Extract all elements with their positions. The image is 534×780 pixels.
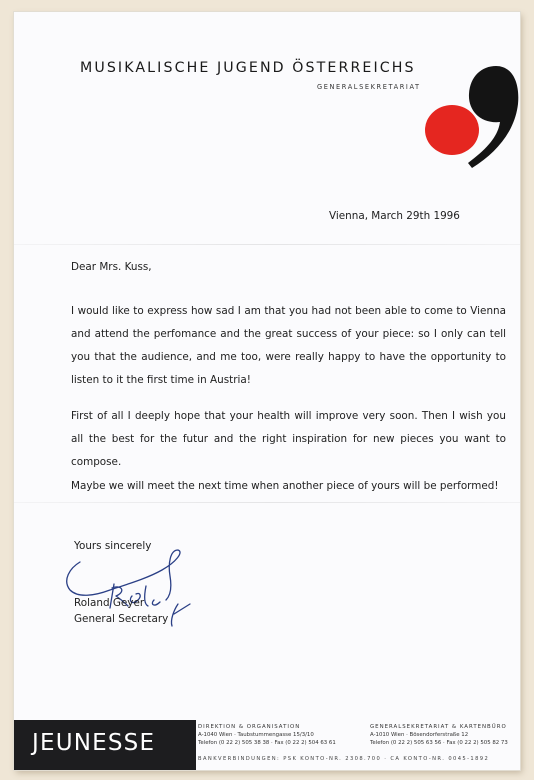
logo-black-comma — [468, 66, 518, 168]
footer-brand: JEUNESSE — [32, 730, 156, 756]
footer-direction-phone: Telefon (0 22 2) 505 38 38 · Fax (0 22 2) 504 63 61 — [198, 740, 336, 746]
department-name: GENERALSEKRETARIAT — [317, 83, 421, 91]
footer-secretariat-heading: GENERALSEKRETARIAT & KARTENBÜRO — [370, 724, 507, 730]
footer-bank-details: BANKVERBINDUNGEN: PSK KONTO-NR. 2308.700 · CA KONTO-NR. 0045-1892 — [198, 756, 490, 762]
fold-crease — [14, 244, 520, 245]
fold-crease — [14, 502, 520, 503]
signer-name: Roland Geyer — [74, 597, 145, 609]
letter-date: Vienna, March 29th 1996 — [329, 210, 460, 222]
salutation: Dear Mrs. Kuss, — [71, 261, 152, 273]
letter-page — [14, 12, 520, 770]
footer-direction-column — [198, 723, 336, 747]
body-paragraph-1: I would like to express how sad I am that you had not been able to come to Vienna and attend the perfomance and the great success of your piece: so I only can tell you that the audience, and me too, were really happy to have the opportunity to listen to it the first time in Austria! — [71, 305, 506, 386]
logo-red-circle — [425, 105, 479, 155]
closing: Yours sincerely — [74, 540, 152, 552]
footer-direction-heading: DIREKTION & ORGANISATION — [198, 724, 301, 730]
footer-secretariat-column — [370, 723, 508, 747]
footer-direction-address: A-1040 Wien · Taubstummengasse 15/3/10 — [198, 732, 314, 738]
footer-secretariat-address: A-1010 Wien · Bösendorferstraße 12 — [370, 732, 469, 738]
footer-secretariat-phone: Telefon (0 22 2) 505 63 56 · Fax (0 22 2) 505 82 73 — [370, 740, 508, 746]
body-paragraph-3: Maybe we will meet the next time when another piece of yours will be performed! — [71, 480, 499, 492]
body-paragraph-2: First of all I deeply hope that your health will improve very soon. Then I wish you all the best for the futur and the right inspiration for new pieces you want to compose. — [71, 410, 506, 468]
organization-name: MUSIKALISCHE JUGEND ÖSTERREICHS — [80, 60, 416, 76]
signer-title: General Secretary — [74, 613, 169, 625]
jeunesse-logo — [412, 52, 520, 172]
